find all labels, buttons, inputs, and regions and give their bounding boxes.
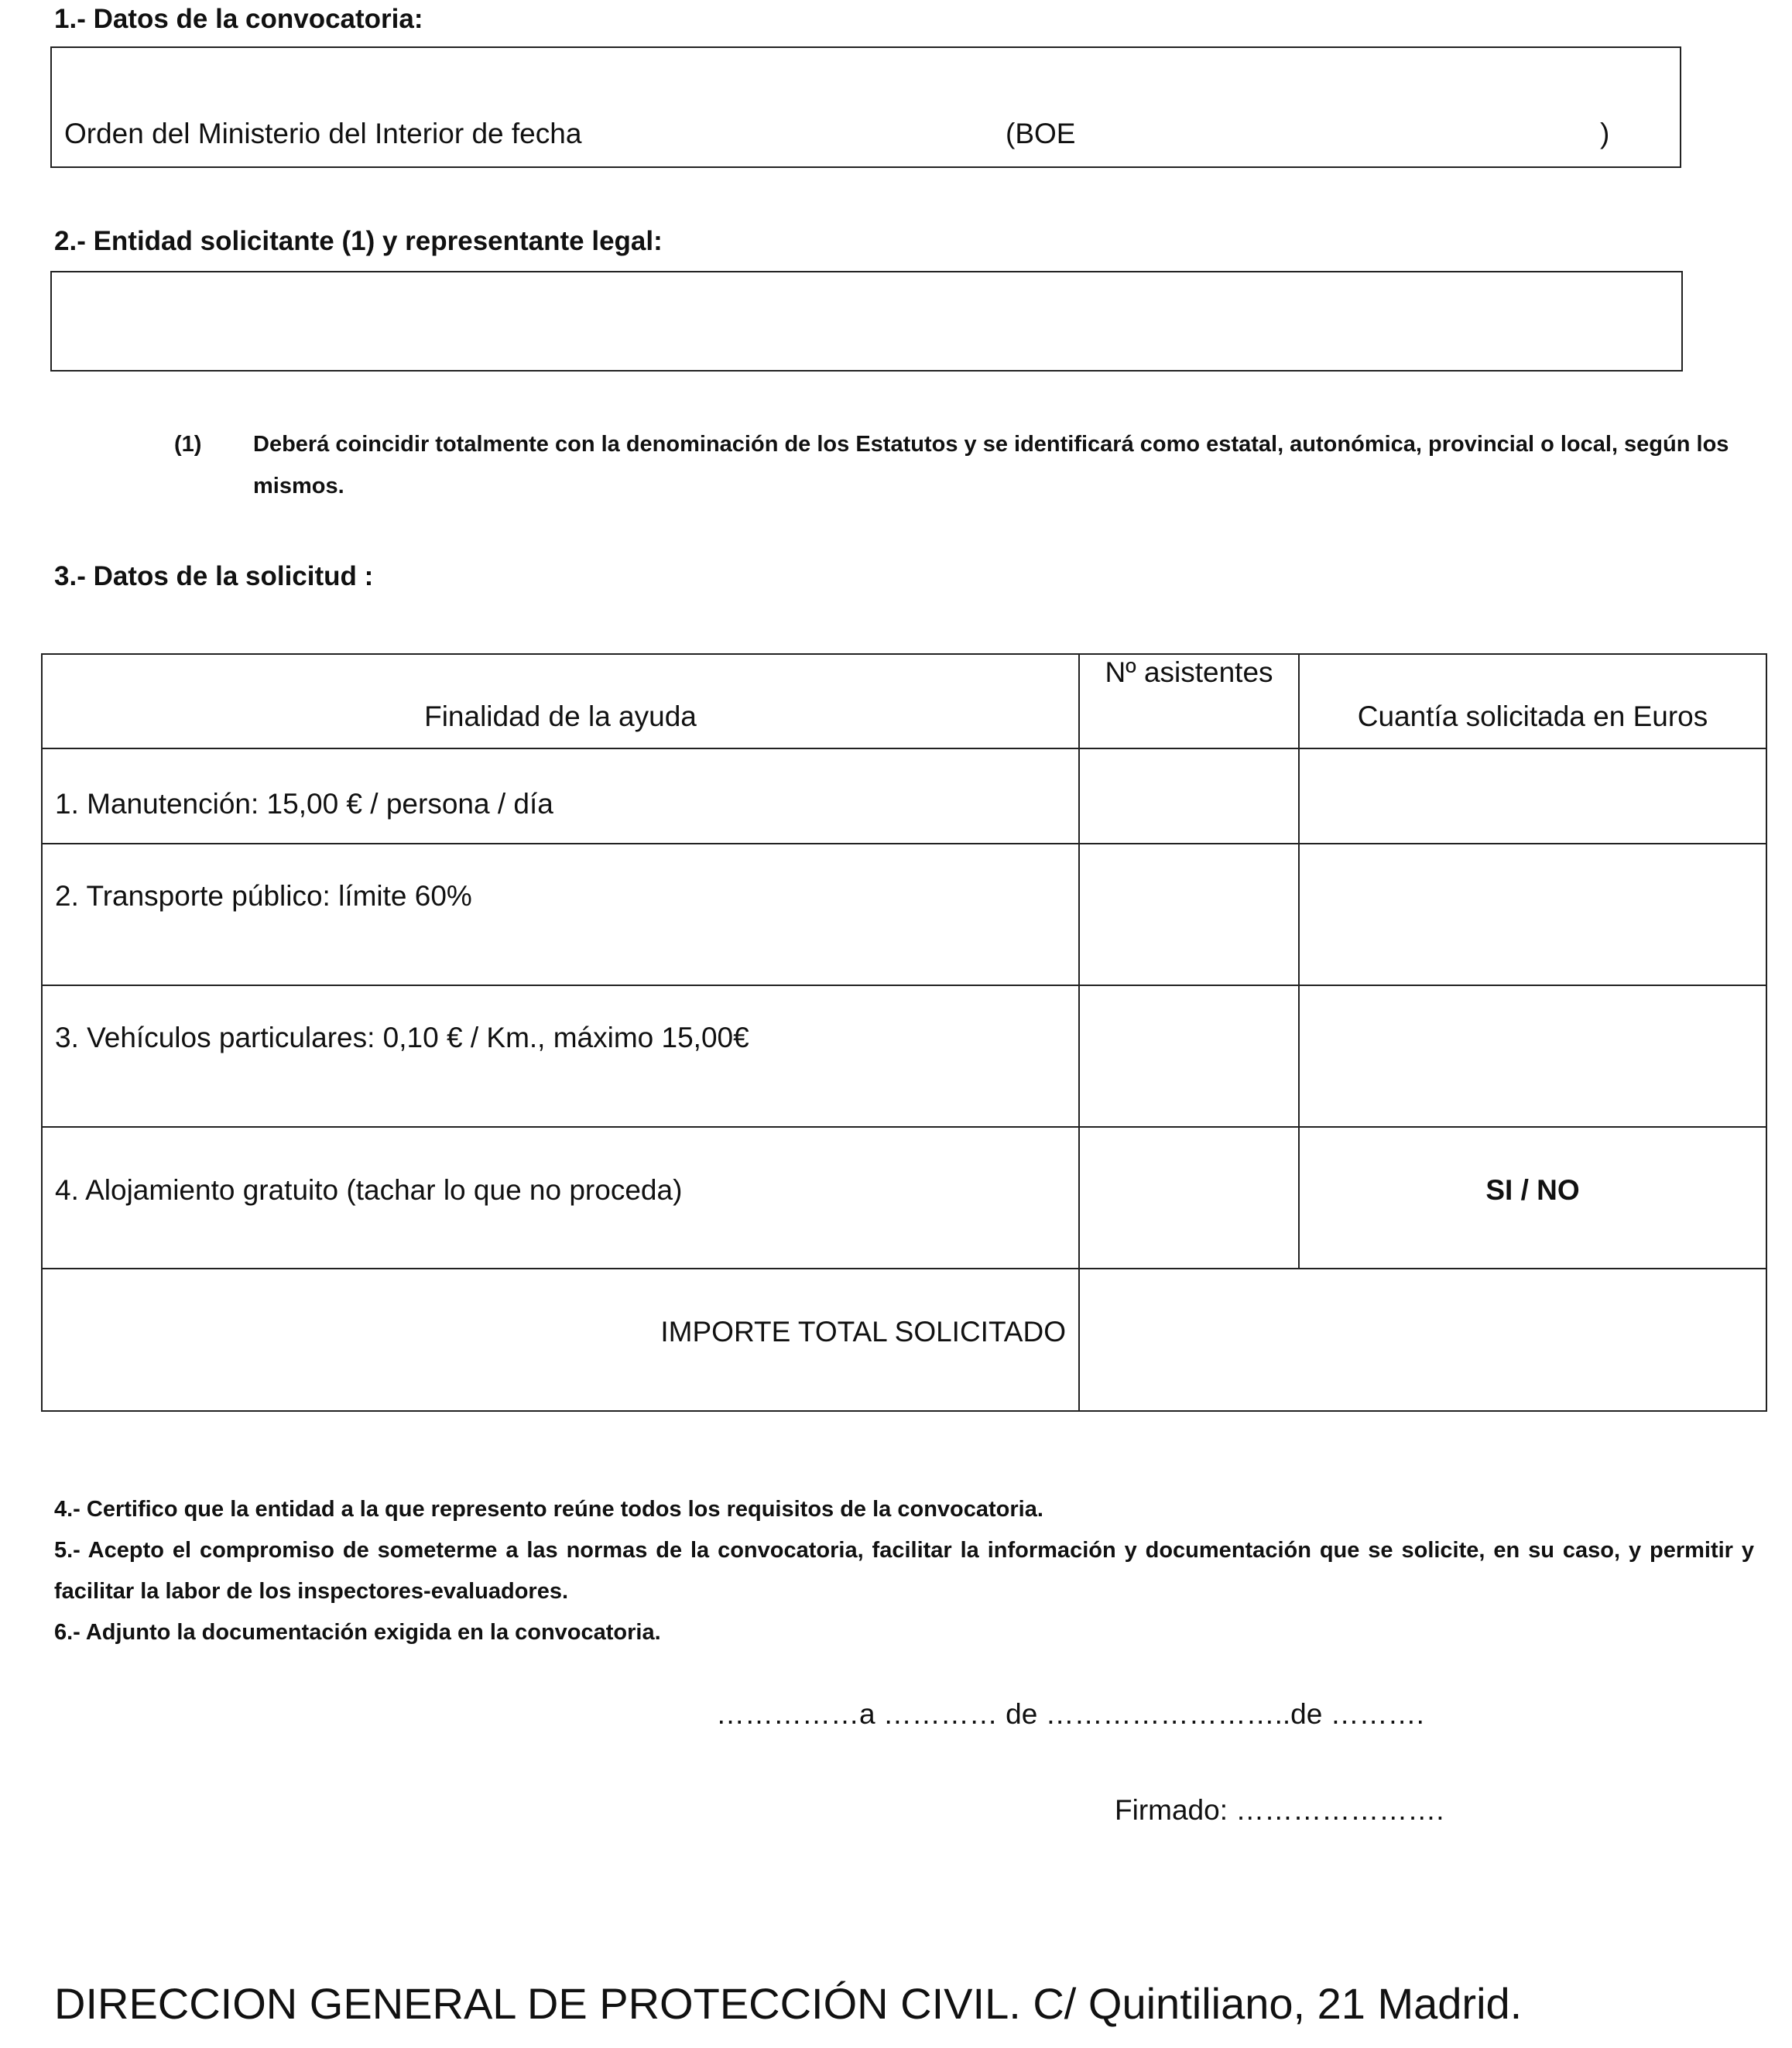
row-label: 3. Vehículos particulares: 0,10 € / Km., máximo 15,00€ — [42, 985, 1079, 1127]
section-3-heading: 3.- Datos de la solicitud : — [54, 561, 374, 591]
certifications-block — [54, 1489, 1754, 1653]
attendees-cell[interactable] — [1079, 748, 1299, 844]
table-row — [42, 985, 1766, 1127]
table-row — [42, 748, 1766, 844]
boe-close-label: ) — [1600, 118, 1610, 149]
amount-cell[interactable] — [1299, 844, 1766, 985]
certification-item: 4.- Certifico que la entidad a la que represento reúne todos los requisitos de la convocatoria. — [54, 1497, 1043, 1522]
total-value-cell[interactable] — [1079, 1269, 1766, 1411]
note-marker: (1) — [174, 432, 202, 457]
note-text: Deberá coincidir totalmente con la denominación de los Estatutos y se identificará como estatal, autonómica, provincial o local, según los mismos. — [253, 432, 1729, 498]
entidad-field[interactable] — [50, 271, 1683, 372]
table-header-row — [42, 654, 1766, 748]
attendees-cell[interactable] — [1079, 1127, 1299, 1269]
row-label: 2. Transporte público: límite 60% — [42, 844, 1079, 985]
section-2-heading: 2.- Entidad solicitante (1) y representante legal: — [54, 226, 663, 256]
request-table — [41, 653, 1767, 1412]
total-row — [42, 1269, 1766, 1411]
table-row — [42, 1127, 1766, 1269]
amount-cell[interactable] — [1299, 748, 1766, 844]
attendees-cell[interactable] — [1079, 985, 1299, 1127]
order-label: Orden del Ministerio del Interior de fecha — [64, 118, 582, 149]
certification-item: 5.- Acepto el compromiso de someterme a las normas de la convocatoria, facilitar la información y documentación que se solicite, en su caso, y permitir y facilitar la labor de los inspectores-evaluadores. — [54, 1538, 1754, 1604]
row-label: 1. Manutención: 15,00 € / persona / día — [42, 748, 1079, 844]
boe-open-label: (BOE — [1006, 118, 1076, 149]
certification-item: 6.- Adjunto la documentación exigida en la convocatoria. — [54, 1620, 661, 1645]
col-amount-header: Cuantía solicitada en Euros — [1299, 654, 1766, 748]
amount-cell[interactable] — [1299, 985, 1766, 1127]
col-purpose-header: Finalidad de la ayuda — [42, 654, 1079, 748]
total-label: IMPORTE TOTAL SOLICITADO — [42, 1269, 1079, 1411]
footer-address: DIRECCION GENERAL DE PROTECCIÓN CIVIL. C/ Quintiliano, 21 Madrid. — [54, 1979, 1523, 2028]
si-no-option[interactable]: SI / NO — [1299, 1127, 1766, 1269]
convocatoria-box[interactable] — [50, 46, 1681, 168]
row-label: 4. Alojamiento gratuito (tachar lo que no proceda) — [42, 1127, 1079, 1269]
col-attendees-header: Nº asistentes — [1079, 654, 1299, 748]
signature-line[interactable]: Firmado: …………………. — [1115, 1794, 1444, 1826]
date-line[interactable]: ……………a ………… de ……………………..de ………. — [716, 1698, 1424, 1730]
table-row — [42, 844, 1766, 985]
attendees-cell[interactable] — [1079, 844, 1299, 985]
section-1-heading: 1.- Datos de la convocatoria: — [54, 4, 423, 34]
